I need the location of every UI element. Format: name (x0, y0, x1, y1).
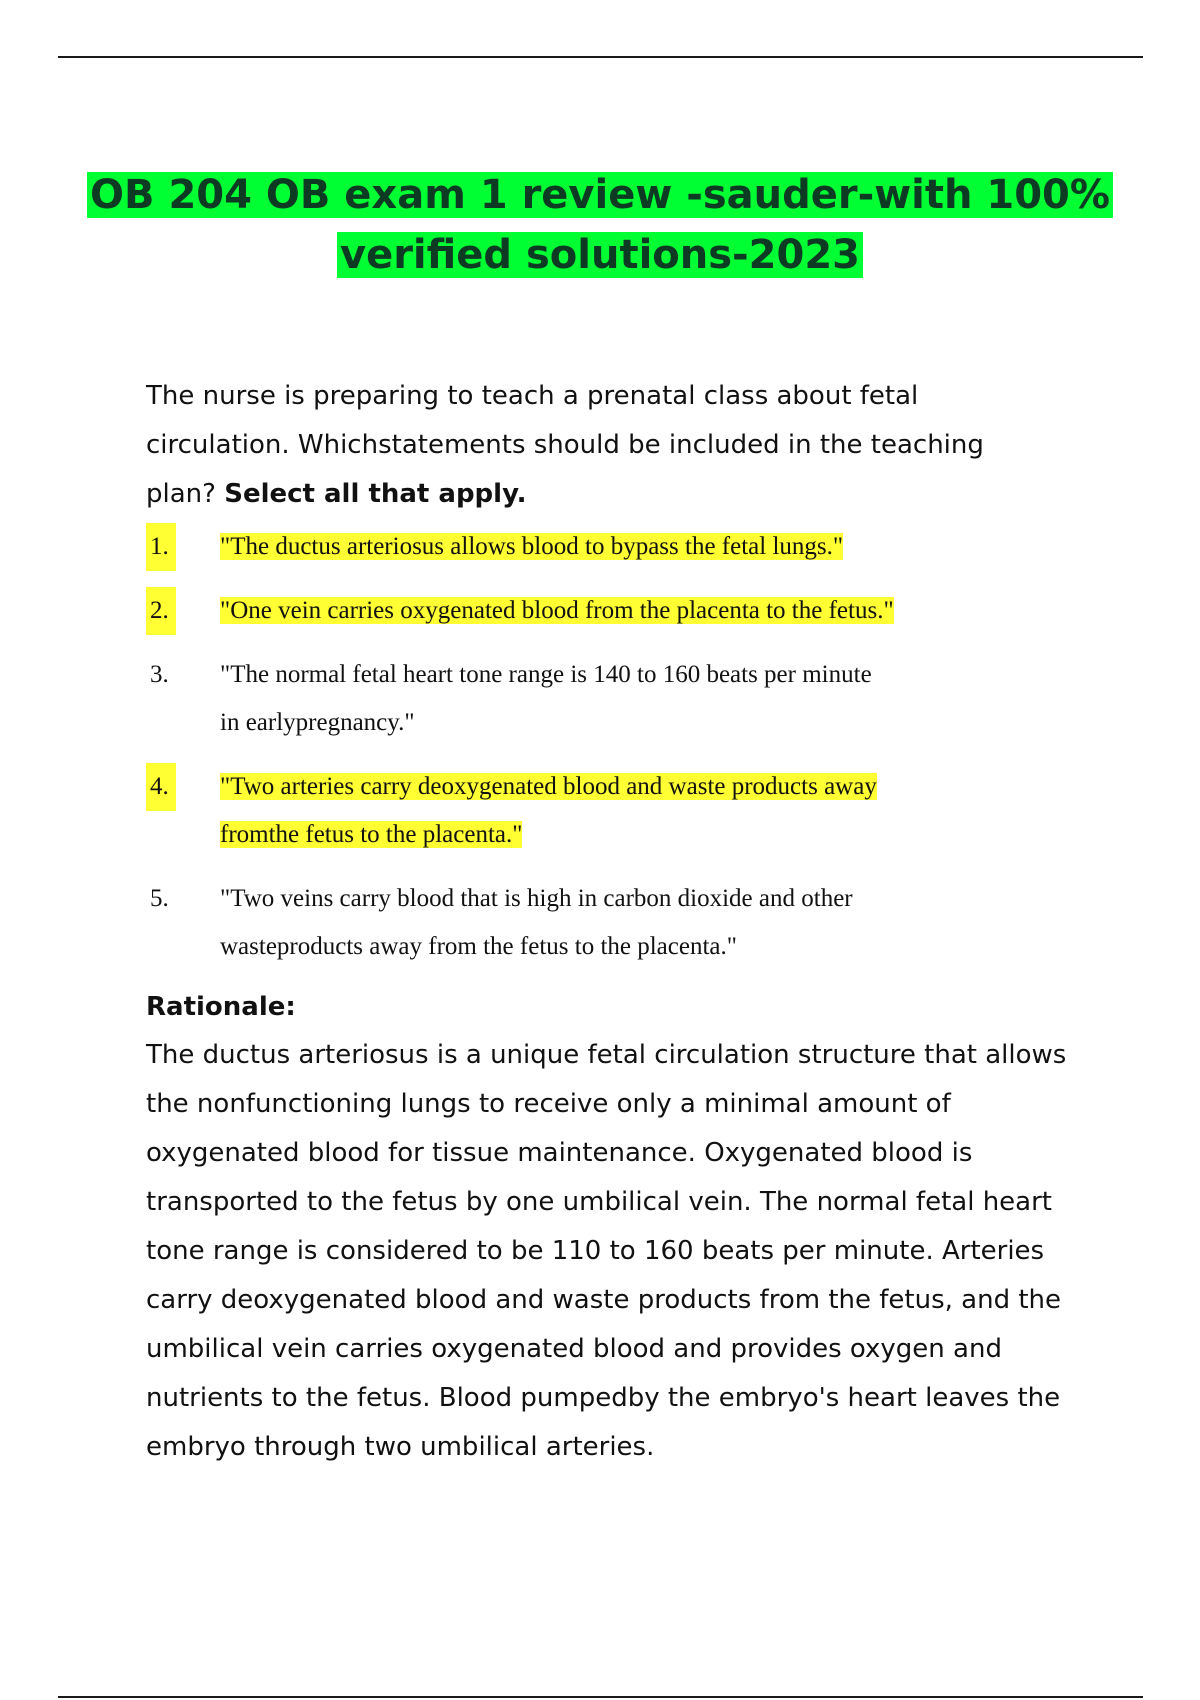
answer-option-2 (146, 587, 1146, 635)
option-number-label: 2. (146, 587, 176, 635)
question-block (146, 372, 1146, 1472)
option-text-label: "The ductus arteriosus allows blood to bypass the fetal lungs." (220, 533, 844, 560)
option-number-label: 4. (146, 763, 176, 811)
option-text (220, 651, 880, 747)
option-number (146, 875, 220, 923)
title-line-1: OB 204 OB exam 1 review -sauder-with 100% (87, 172, 1113, 218)
option-text-label: "The normal fetal heart tone range is 140 to 160 beats per minute in earlypregnancy." (220, 661, 872, 736)
option-text (220, 763, 880, 859)
question-text (146, 372, 1006, 519)
answer-option-5 (146, 875, 1146, 971)
answer-option-1 (146, 523, 1146, 571)
option-number (146, 763, 220, 811)
answer-options (146, 523, 1146, 971)
answer-option-3 (146, 651, 1146, 747)
option-number-label: 5. (150, 885, 169, 912)
option-number (146, 587, 220, 635)
question-stem: The nurse is preparing to teach a prenatal class about fetal circulation. Whichstatements should be included in the teaching plan? (146, 381, 984, 509)
bottom-divider (58, 1696, 1143, 1698)
answer-option-4 (146, 763, 1146, 859)
option-text-label: "Two veins carry blood that is high in carbon dioxide and other wasteproducts away from the fetus to the placenta." (220, 885, 853, 960)
top-divider (58, 56, 1143, 58)
question-instruction: Select all that apply. (224, 479, 527, 509)
option-number (146, 651, 220, 699)
option-number-label: 1. (146, 523, 176, 571)
rationale-heading: Rationale: (146, 992, 296, 1022)
option-text-label: "One vein carries oxygenated blood from the placenta to the fetus." (220, 597, 894, 624)
option-text (220, 523, 1020, 571)
document-title (0, 165, 1200, 285)
option-text-label: "Two arteries carry deoxygenated blood and waste products away fromthe fetus to the placenta." (220, 773, 877, 848)
title-line-2: verified solutions-2023 (337, 232, 863, 278)
option-number (146, 523, 220, 571)
rationale-text: The ductus arteriosus is a unique fetal circulation structure that allows the nonfunctioning lungs to receive only a minimal amount of oxygenated blood for tissue maintenance. Oxygenated blood is transported to the fetus by one umbilical vein. The normal fetal heart tone range is considered to be 110 to 160 beats per minute. Arteries carry deoxygenated blood and waste products from the fetus, and the umbilical vein carries oxygenated blood and provides oxygen and nutrients to the fetus. Blood pumpedby the embryo's heart leaves the embryo through two umbilical arteries. (146, 1040, 1067, 1462)
option-number-label: 3. (150, 661, 169, 688)
option-text (220, 875, 880, 971)
option-text (220, 587, 1020, 635)
